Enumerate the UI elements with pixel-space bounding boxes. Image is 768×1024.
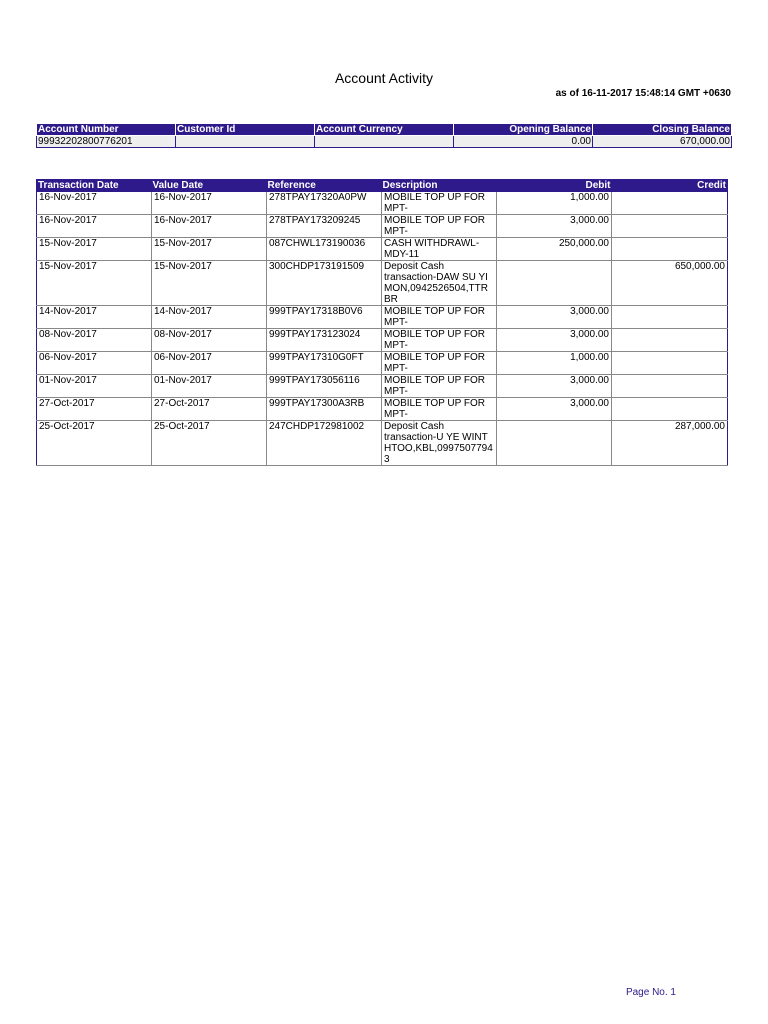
credit-cell [612,398,728,421]
table-row [37,215,728,238]
credit-cell [612,306,728,329]
reference-cell: 087CHWL173190036 [267,238,382,261]
transaction-date-cell: 16-Nov-2017 [37,215,152,238]
reference-cell: 999TPAY173123024 [267,329,382,352]
page-number: Page No. 1 [625,987,676,998]
credit-header: Credit [612,180,728,193]
transaction-date-cell: 15-Nov-2017 [37,261,152,306]
debit-cell: 3,000.00 [497,375,612,398]
table-row [37,375,728,398]
transaction-date-cell: 15-Nov-2017 [37,238,152,261]
as-of-timestamp: as of 16-11-2017 15:48:14 GMT +0630 [555,88,731,99]
value-date-cell: 06-Nov-2017 [152,352,267,375]
table-row [37,398,728,421]
value-date-header: Value Date [152,180,267,193]
reference-cell: 999TPAY17300A3RB [267,398,382,421]
reference-header: Reference [267,180,382,193]
customer-id-value [176,136,315,148]
account-summary-row [37,136,732,148]
account-currency-value [315,136,454,148]
reference-cell: 300CHDP173191509 [267,261,382,306]
reference-cell: 278TPAY17320A0PW [267,192,382,215]
value-date-cell: 15-Nov-2017 [152,238,267,261]
closing-balance-value: 670,000.00 [593,136,732,148]
transaction-date-cell: 06-Nov-2017 [37,352,152,375]
description-cell: MOBILE TOP UP FOR MPT- [382,215,497,238]
credit-cell [612,375,728,398]
debit-cell: 1,000.00 [497,192,612,215]
debit-cell: 1,000.00 [497,352,612,375]
transaction-date-cell: 14-Nov-2017 [37,306,152,329]
reference-cell: 999TPAY173056116 [267,375,382,398]
credit-cell: 650,000.00 [612,261,728,306]
table-row [37,329,728,352]
credit-cell: 287,000.00 [612,421,728,466]
debit-cell [497,261,612,306]
table-row [37,238,728,261]
value-date-cell: 01-Nov-2017 [152,375,267,398]
value-date-cell: 14-Nov-2017 [152,306,267,329]
description-cell: MOBILE TOP UP FOR MPT- [382,375,497,398]
opening-balance-value: 0.00 [454,136,593,148]
description-cell: Deposit Cash transaction-U YE WINT HTOO,KBL,0997507794 3 [382,421,497,466]
description-cell: MOBILE TOP UP FOR MPT- [382,306,497,329]
table-row [37,192,728,215]
description-cell: MOBILE TOP UP FOR MPT- [382,398,497,421]
description-cell: MOBILE TOP UP FOR MPT- [382,329,497,352]
debit-cell: 3,000.00 [497,398,612,421]
table-row [37,261,728,306]
value-date-cell: 15-Nov-2017 [152,261,267,306]
transaction-date-cell: 01-Nov-2017 [37,375,152,398]
account-summary-table [36,123,732,148]
description-cell: CASH WITHDRAWL-MDY-11 [382,238,497,261]
credit-cell [612,329,728,352]
transaction-date-header: Transaction Date [37,180,152,193]
page-title: Account Activity [334,70,434,86]
description-cell: Deposit Cash transaction-DAW SU YI MON,0942526504,TTR BR [382,261,497,306]
reference-cell: 999TPAY17310G0FT [267,352,382,375]
value-date-cell: 16-Nov-2017 [152,215,267,238]
value-date-cell: 08-Nov-2017 [152,329,267,352]
value-date-cell: 27-Oct-2017 [152,398,267,421]
transaction-date-cell: 27-Oct-2017 [37,398,152,421]
description-header: Description [382,180,497,193]
description-cell: MOBILE TOP UP FOR MPT- [382,352,497,375]
table-row [37,421,728,466]
reference-cell: 247CHDP172981002 [267,421,382,466]
customer-id-header: Customer Id [176,124,315,136]
transactions-header [37,180,728,193]
table-row [37,306,728,329]
reference-cell: 278TPAY173209245 [267,215,382,238]
credit-cell [612,192,728,215]
debit-cell [497,421,612,466]
reference-cell: 999TPAY17318B0V6 [267,306,382,329]
debit-cell: 3,000.00 [497,329,612,352]
account-number-header: Account Number [37,124,176,136]
credit-cell [612,238,728,261]
credit-cell [612,215,728,238]
account-summary-header [37,124,732,136]
description-cell: MOBILE TOP UP FOR MPT- [382,192,497,215]
opening-balance-header: Opening Balance [454,124,593,136]
transaction-date-cell: 08-Nov-2017 [37,329,152,352]
value-date-cell: 16-Nov-2017 [152,192,267,215]
debit-cell: 250,000.00 [497,238,612,261]
account-number-value: 99932202800776201 [37,136,176,148]
account-currency-header: Account Currency [315,124,454,136]
credit-cell [612,352,728,375]
transaction-date-cell: 25-Oct-2017 [37,421,152,466]
transaction-date-cell: 16-Nov-2017 [37,192,152,215]
table-row [37,352,728,375]
debit-header: Debit [497,180,612,193]
closing-balance-header: Closing Balance [593,124,732,136]
debit-cell: 3,000.00 [497,215,612,238]
value-date-cell: 25-Oct-2017 [152,421,267,466]
transactions-table [36,179,728,466]
debit-cell: 3,000.00 [497,306,612,329]
